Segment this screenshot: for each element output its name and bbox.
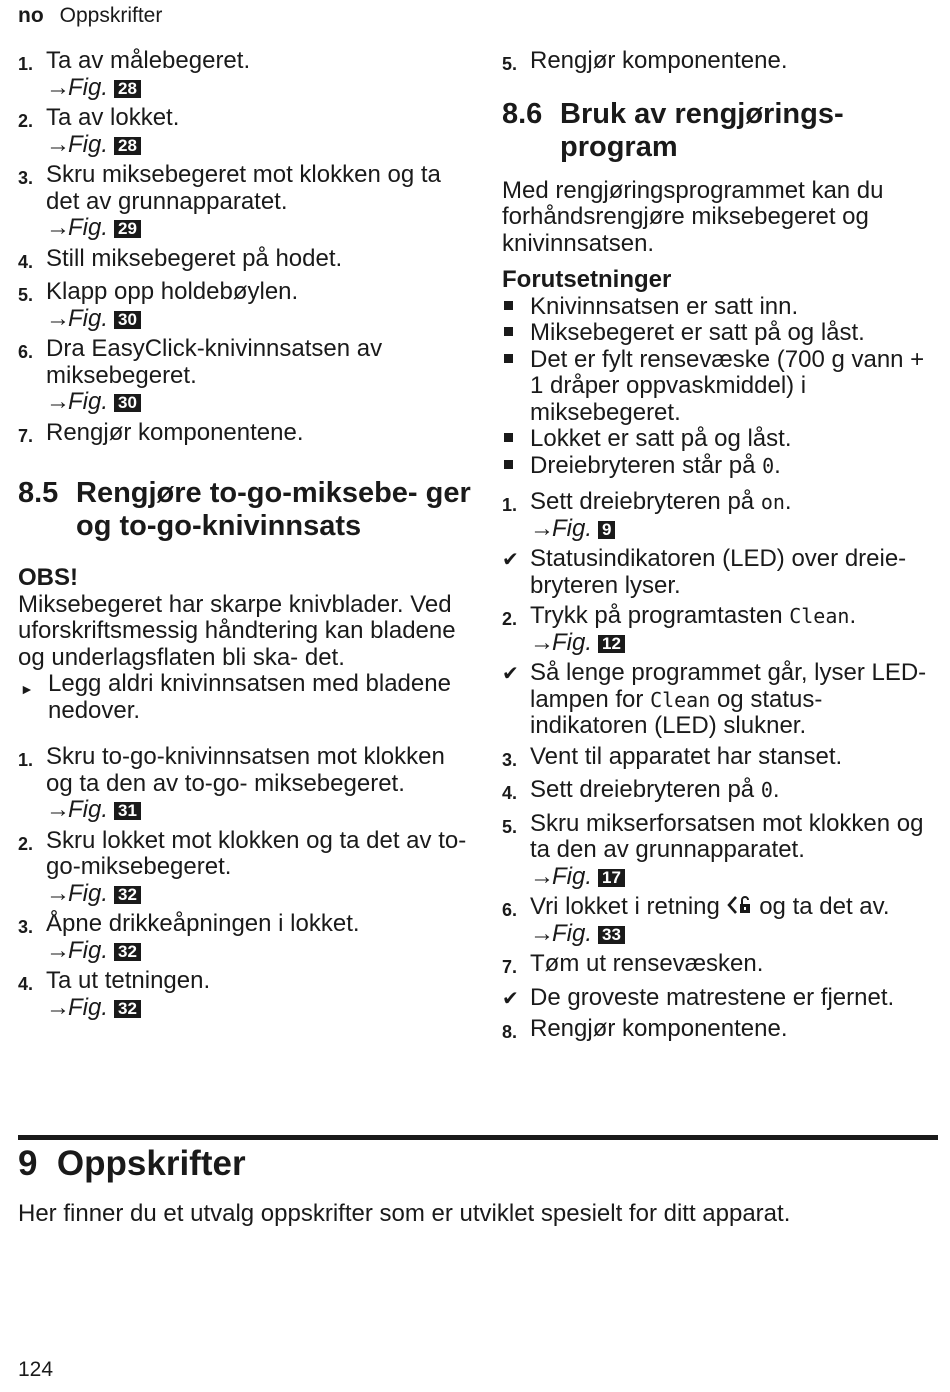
step-text: Vri lokket i retning xyxy=(530,893,727,920)
chapter-divider xyxy=(18,1135,938,1140)
step-number: 2. xyxy=(18,833,34,854)
cleaning-steps xyxy=(502,489,942,1046)
prereq-text: Knivinnsatsen er satt inn. xyxy=(530,292,799,320)
step-number: 6. xyxy=(502,900,518,920)
switch-value: on xyxy=(760,490,785,514)
step-number: 5. xyxy=(502,816,518,837)
square-bullet-icon xyxy=(502,347,530,427)
result-text: Så lenge programmet går, lyser LED-lampen for xyxy=(530,659,927,713)
step-text: Skru to-go-knivinnsatsen mot klokken og ta den av to-go- miksebegeret. xyxy=(46,743,445,797)
section-intro: Med rengjøringsprogrammet kan du forhåndsrengjøre miksebegeret og knivinnsatsen. xyxy=(502,176,884,257)
prereq-text: Det er fylt rensevæske (700 g vann + 1 dråper oppvaskmiddel) i miksebegeret. xyxy=(530,345,925,426)
step-text: Skru mikserforsatsen mot klokken og ta den av grunnapparatet. xyxy=(530,809,924,863)
figure-number-badge: 28 xyxy=(114,80,141,98)
section-number: 8.6 xyxy=(502,97,543,130)
program-key-name: Clean xyxy=(789,604,850,628)
step-number: 8. xyxy=(502,1022,518,1042)
figure-number-badge: 12 xyxy=(598,635,625,653)
list-item xyxy=(502,48,942,78)
step-text: Rengjør komponentene. xyxy=(46,418,304,446)
right-column xyxy=(502,48,942,1050)
step-text: Sett dreiebryteren på xyxy=(530,488,761,515)
arrow-right-icon: → xyxy=(46,388,70,415)
list-item xyxy=(18,744,473,824)
figure-number-badge: 29 xyxy=(114,220,141,238)
arrow-right-icon: → xyxy=(46,73,70,101)
figure-number-badge: 32 xyxy=(114,943,141,961)
arrow-right-icon: → xyxy=(530,919,554,947)
prereq-text: Miksebegeret er satt på og låst. xyxy=(530,319,865,346)
list-item xyxy=(18,48,473,101)
list-item xyxy=(502,777,942,807)
step-number: 4. xyxy=(18,251,34,272)
checkmark-icon: ✔ xyxy=(502,663,519,685)
fig-label: Fig. xyxy=(68,879,109,907)
list-item xyxy=(502,660,942,740)
step-text: Tøm ut rensevæsken. xyxy=(530,950,764,977)
step-text: Still miksebegeret på hodet. xyxy=(46,244,343,272)
step-number: 5. xyxy=(502,54,518,74)
warning-title: OBS! xyxy=(18,564,78,591)
arrow-right-icon: → xyxy=(46,130,70,158)
warning-text: Miksebegeret har skarpe knivblader. Ved uforskriftsmessig håndtering kan bladene og underlagsflaten bli ska- det. xyxy=(18,590,456,671)
result-text: og status- indikatoren (LED) slukner. xyxy=(530,685,823,739)
fig-label: Fig. xyxy=(68,304,109,332)
figure-reference xyxy=(530,516,942,543)
switch-value: 0 xyxy=(762,453,775,478)
warning-action-text: Legg aldri knivinnsatsen med bladene nedover. xyxy=(48,670,451,724)
list-item xyxy=(502,294,942,321)
triangle-bullet-icon: ► xyxy=(20,681,34,697)
list-item xyxy=(502,985,942,1013)
figure-number-badge: 32 xyxy=(114,886,141,904)
list-item xyxy=(18,420,473,450)
section-heading-8-5 xyxy=(18,477,473,543)
fig-label: Fig. xyxy=(552,628,593,656)
section-title: Bruk av rengjørings- program xyxy=(560,97,844,163)
step-number: 2. xyxy=(18,111,34,131)
fig-label: Fig. xyxy=(68,214,109,241)
section-title: Rengjøre to-go-miksebe- ger og to-go-knivinnsats xyxy=(76,477,471,542)
list-item xyxy=(502,744,942,774)
step-number: 4. xyxy=(502,783,518,803)
figure-number-badge: 17 xyxy=(598,869,625,887)
square-bullet-icon xyxy=(502,426,530,453)
arrow-right-icon: → xyxy=(46,879,70,907)
step-text: Ta av lokket. xyxy=(46,104,180,131)
fig-label: Fig. xyxy=(552,514,593,542)
list-item xyxy=(502,453,942,480)
step-number: 2. xyxy=(502,609,518,629)
figure-reference xyxy=(46,995,473,1022)
prereq-text: Lokket er satt på og låst. xyxy=(530,425,792,452)
result-text: De groveste matrestene er fjernet. xyxy=(530,983,895,1011)
step-text: Skru lokket mot klokken og ta det av to-go-miksebegeret. xyxy=(46,826,467,880)
header-title: Oppskrifter xyxy=(59,4,163,27)
list-item xyxy=(502,546,942,599)
figure-reference xyxy=(530,921,942,948)
fig-label: Fig. xyxy=(68,936,109,964)
step-number: 5. xyxy=(18,285,34,305)
step-number: 3. xyxy=(18,917,34,937)
step-number: 4. xyxy=(18,974,34,994)
step-number: 1. xyxy=(18,54,34,74)
fig-label: Fig. xyxy=(68,73,109,101)
figure-reference xyxy=(46,75,473,102)
prerequisites-title: Forutsetninger xyxy=(502,266,672,293)
step-text: Vent til apparatet har stanset. xyxy=(530,742,843,770)
step-text: og ta det av. xyxy=(752,893,890,920)
figure-number-badge: 30 xyxy=(114,311,141,329)
step-text: Ta ut tetningen. xyxy=(46,967,211,994)
arrow-right-icon: → xyxy=(46,214,70,241)
chapter-heading xyxy=(18,1144,246,1184)
result-text: Statusindikatoren (LED) over dreie- bryteren lyser. xyxy=(530,545,907,599)
list-item xyxy=(18,968,473,1021)
list-item xyxy=(502,603,942,656)
list-item xyxy=(502,320,942,347)
figure-reference xyxy=(46,797,473,824)
square-bullet-icon xyxy=(502,453,530,480)
list-item xyxy=(18,162,473,242)
program-key-name: Clean xyxy=(650,687,711,712)
step-text: Rengjør komponentene. xyxy=(530,1015,788,1042)
list-item xyxy=(18,279,473,332)
arrow-right-icon: → xyxy=(46,993,70,1021)
chapter-intro: Her finner du et utvalg oppskrifter som er utviklet spesielt for ditt apparat. xyxy=(18,1200,791,1227)
square-bullet-icon xyxy=(502,294,530,321)
list-item xyxy=(502,489,942,542)
fig-label: Fig. xyxy=(552,862,593,890)
checkmark-icon: ✔ xyxy=(502,987,519,1010)
figure-number-badge: 32 xyxy=(114,1000,141,1018)
punctuation: . xyxy=(772,776,780,803)
step-number: 3. xyxy=(18,168,34,188)
step-list-a xyxy=(18,48,473,449)
list-item xyxy=(18,911,473,964)
fig-label: Fig. xyxy=(68,130,109,158)
fig-label: Fig. xyxy=(68,796,109,823)
list-item xyxy=(18,336,473,416)
arrow-right-icon: → xyxy=(530,862,554,890)
list-item xyxy=(502,951,942,981)
list-item xyxy=(502,347,942,427)
step-number: 7. xyxy=(18,425,34,446)
fig-label: Fig. xyxy=(68,388,109,415)
switch-value: 0 xyxy=(760,778,773,802)
step-text: Klapp opp holdebøylen. xyxy=(46,278,299,305)
arrow-right-icon: → xyxy=(46,796,70,823)
punctuation: . xyxy=(774,451,781,479)
figure-reference xyxy=(46,881,473,908)
square-bullet-icon xyxy=(502,320,530,347)
prerequisites-list xyxy=(502,294,942,453)
list-item xyxy=(502,1016,942,1046)
list-item xyxy=(502,894,942,947)
fig-label: Fig. xyxy=(68,993,109,1021)
fig-label: Fig. xyxy=(552,919,593,947)
step-number: 1. xyxy=(18,750,34,770)
page-number: 124 xyxy=(18,1358,54,1381)
unlock-direction-icon xyxy=(727,894,753,916)
step-text: Ta av målebegeret. xyxy=(46,47,251,74)
chapter-number: 9 xyxy=(18,1144,38,1183)
punctuation: . xyxy=(849,602,857,629)
arrow-right-icon: → xyxy=(530,628,554,656)
prereq-text: Dreiebryteren står på xyxy=(530,451,763,479)
figure-number-badge: 28 xyxy=(114,137,141,155)
step-text: Skru miksebegeret mot klokken og ta det av grunnapparatet. xyxy=(46,161,441,215)
figure-number-badge: 30 xyxy=(114,394,141,412)
step-number: 1. xyxy=(502,495,518,515)
figure-number-badge: 9 xyxy=(598,521,615,539)
step-text: Trykk på programtasten xyxy=(530,602,790,629)
step-text: Dra EasyClick-knivinnsatsen av miksebegeret. xyxy=(46,335,383,389)
step-text: Åpne drikkeåpningen i lokket. xyxy=(46,910,360,937)
figure-reference xyxy=(46,132,473,159)
arrow-right-icon: → xyxy=(46,304,70,332)
arrow-right-icon: → xyxy=(530,514,554,542)
figure-number-badge: 31 xyxy=(114,802,141,820)
step-list-b xyxy=(18,744,473,1021)
figure-reference xyxy=(46,389,473,416)
list-item xyxy=(18,246,473,276)
step-number: 3. xyxy=(502,749,518,770)
figure-reference xyxy=(46,938,473,965)
step-number: 7. xyxy=(502,957,518,977)
figure-reference xyxy=(46,215,473,242)
section-heading-8-6 xyxy=(502,98,942,164)
warning-action xyxy=(18,671,473,724)
figure-reference xyxy=(530,864,942,891)
arrow-right-icon: → xyxy=(46,936,70,964)
step-text: Rengjør komponentene. xyxy=(530,47,788,74)
checkmark-icon: ✔ xyxy=(502,549,519,571)
list-item xyxy=(502,811,942,891)
list-item xyxy=(18,828,473,908)
figure-number-badge: 33 xyxy=(598,926,625,944)
language-code: no xyxy=(18,4,44,27)
list-item xyxy=(18,105,473,158)
punctuation: . xyxy=(784,488,792,515)
figure-reference xyxy=(46,306,473,333)
chapter-title: Oppskrifter xyxy=(56,1144,246,1183)
section-number: 8.5 xyxy=(18,477,59,509)
step-text: Sett dreiebryteren på xyxy=(530,776,761,803)
step-number: 6. xyxy=(18,342,34,362)
page-header xyxy=(18,4,162,28)
left-column xyxy=(18,48,473,1025)
list-item xyxy=(502,426,942,453)
figure-reference xyxy=(530,630,942,657)
